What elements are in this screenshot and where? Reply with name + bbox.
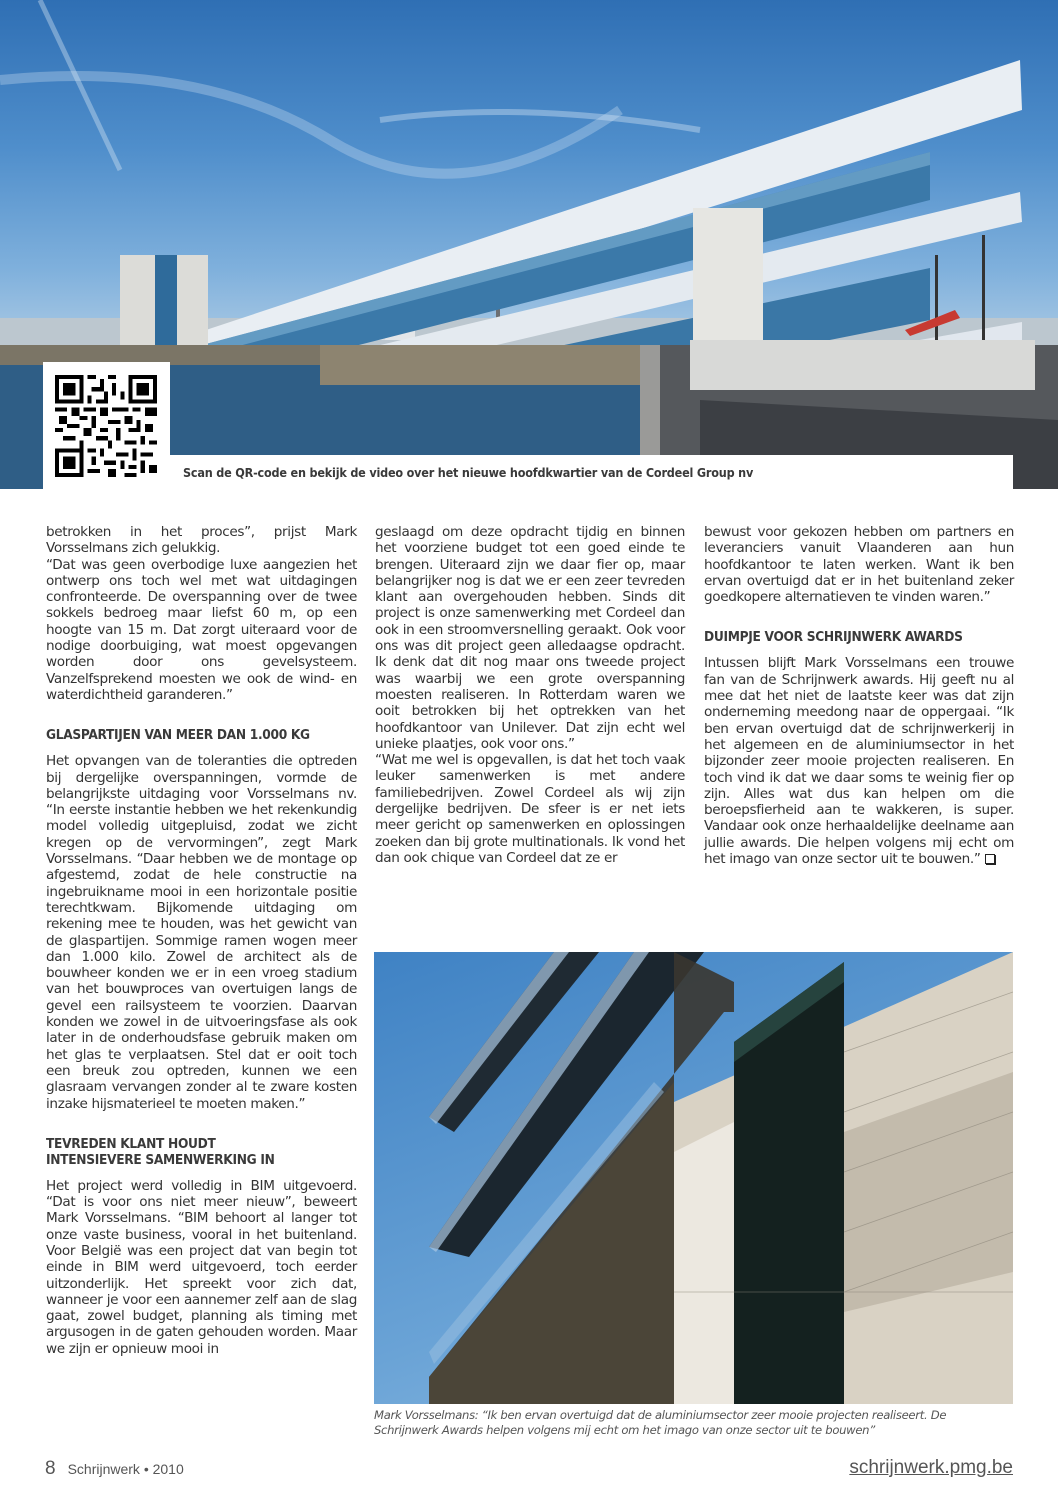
hero-caption xyxy=(170,455,1013,489)
facade-photo xyxy=(374,952,1013,1404)
article-column-1 xyxy=(46,524,357,1357)
paragraph: Het opvangen van de toleranties die optreden bij dergelijke overspanningen, vormde de belangrijkste uitdaging voor Vorsselmans nv. “In eerste instantie hebben we het rekenkundig model volledig uitgepluisd, zodat we zicht kregen op de vervormingen”, zegt Mark Vorsselmans. “Daar hebben we de montage op afgestemd, zodat de hele constructie na ingebruikname mooi in een horizontale positie terechtkwam. Bijkomende uitdaging om rekening mee te houden, was het gewicht van de glaspartijen. Sommige ramen wogen meer dan 1.000 kilo. Zowel de architect als de bouwheer konden we er in een vroeg stadium van het bouwproces van overtuigen langs de gevel een railsysteem te voorzien. Daarvan konden we zowel in de uitvoeringsfase als ook later in de onderhoudsfase gebruik maken om het glas te verplaatsen. Stel dat er ooit toch een breuk zou optreden, kunnen we een glasraam vervangen zonder al te zware kosten inzake hijsmaterieel te moeten maken.” xyxy=(46,753,357,1112)
section-heading: DUIMPJE VOOR SCHRIJNWERK AWARDS xyxy=(704,629,963,646)
hero-photo xyxy=(0,0,1058,489)
paragraph-text: Intussen blijft Mark Vorsselmans een trouwe fan van de Schrijnwerk awards. Hij geeft nu al mee dat het niet de laatste keer was dat zijn onderneming meedong naar de oppergaai. “Ik ben ervan overtuigd dat de schrijnwerkerij in het algemeen en de aluminiumsector in het bijzonder zeer mooie projecten realiseren. En toch vind ik dat we daar soms te weinig fier op zijn. Alles wat dus kan helpen om die beroepsfierheid aan te wakkeren, is super. Vandaar ook onze herhaaldelijke deelname aan jullie awards. Die helpen volgens mij echt om het imago van onze sector uit te bouwen.” xyxy=(704,655,1014,868)
article-column-3 xyxy=(704,524,1014,867)
facade-photo-caption: Mark Vorsselmans: “Ik ben ervan overtuigd dat de aluminiumsector zeer mooie projecten realiseert. De Schrijnwerk Awards helpen volgens mij echt om het imago van onze sector uit te bouwen” xyxy=(374,1408,947,1438)
page-number: 8 xyxy=(45,1458,56,1479)
paragraph: bewust voor gekozen hebben om partners en leveranciers vanuit Vlaanderen aan hun hoofdkantoor te laten werken. Want ik ben ervan overtuigd dat er in het buitenland zeker goedkopere alternatieven te vinden waren.” xyxy=(704,524,1014,606)
paragraph: “Dat was geen overbodige luxe aangezien het ontwerp ons toch wel met wat uitdagingen confronteerde. De overspanning over de twee sokkels bedroeg maar liefst 60 m, op een hoogte van 15 m. Dat zorgt uiteraard voor de nodige doorbuiging, wat moest opgevangen worden door ons gevelsysteem. Vanzelfsprekend moesten we ook de wind- en waterdichtheid garanderen.” xyxy=(46,556,357,703)
qr-code[interactable] xyxy=(43,362,170,489)
section-heading-line: TEVREDEN KLANT HOUDT xyxy=(46,1135,216,1152)
hero-caption-text: Scan de QR-code en bekijk de video over het nieuwe hoofdkwartier van de Cordeel Group nv xyxy=(183,464,754,480)
facade-illustration xyxy=(374,952,1013,1404)
paragraph xyxy=(704,655,1014,867)
website-link[interactable]: schrijnwerk.pmg.be xyxy=(849,1457,1013,1478)
section-heading xyxy=(46,1136,357,1168)
paragraph: Het project werd volledig in BIM uitgevoerd. “Dat is voor ons niet meer nieuw”, beweert Mark Vorsselmans. “BIM behoort al langer tot onze vaste business, vooral in het buitenland. Voor België was een project dat van begin tot einde in BIM werd uitgevoerd, toch eerder uitzonderlijk. Het spreekt voor zich dat, wanneer je voor een aannemer zelf aan de slag gaat, zowel budget, planning als timing met argusogen in de gaten gehouden worden. Maar we zijn er opnieuw mooi in xyxy=(46,1177,357,1357)
section-heading-line: INTENSIEVERE SAMENWERKING IN xyxy=(46,1151,275,1168)
article-column-2 xyxy=(375,524,685,866)
publication-name: Schrijnwerk • 2010 xyxy=(67,1461,184,1477)
paragraph: geslaagd om deze opdracht tijdig en binnen het voorziene budget tot een goed einde te brengen. Uiteraard zijn we daar fier op, maar belangrijker nog is dat we er een zeer tevreden klant aan overgehouden hebben. Sinds dit project is onze samenwerking met Cordeel dan ook in een stroomversnelling geraakt. Ook voor ons was dit project geen alledaagse opdracht. Ik denk dat dit nog maar ons tweede project was waarbij we een grote overspanning moesten realiseren. In Rotterdam waren we ooit betrokken bij het optrekken van het hoofdkantoor van Unilever. Dat zijn echt wel unieke plaatjes, ook voor ons.” xyxy=(375,524,685,752)
end-of-article-icon xyxy=(985,854,995,864)
page-footer xyxy=(45,1458,184,1480)
qr-code-icon xyxy=(55,375,157,477)
paragraph: betrokken in het proces”, prijst Mark Vorsselmans zich gelukkig. xyxy=(46,524,357,557)
section-heading: GLASPARTIJEN VAN MEER DAN 1.000 KG xyxy=(46,727,310,744)
paragraph: “Wat me wel is opgevallen, is dat het toch vaak leuker samenwerken is met andere familiebedrijven. Zowel Cordeel als wij zijn dergelijke bedrijven. De sfeer is er net iets meer gericht op samenwerken en oplossingen zoeken dan bij grote multinationals. Ik vond het dan ook chique van Cordeel dat ze er xyxy=(375,752,685,866)
